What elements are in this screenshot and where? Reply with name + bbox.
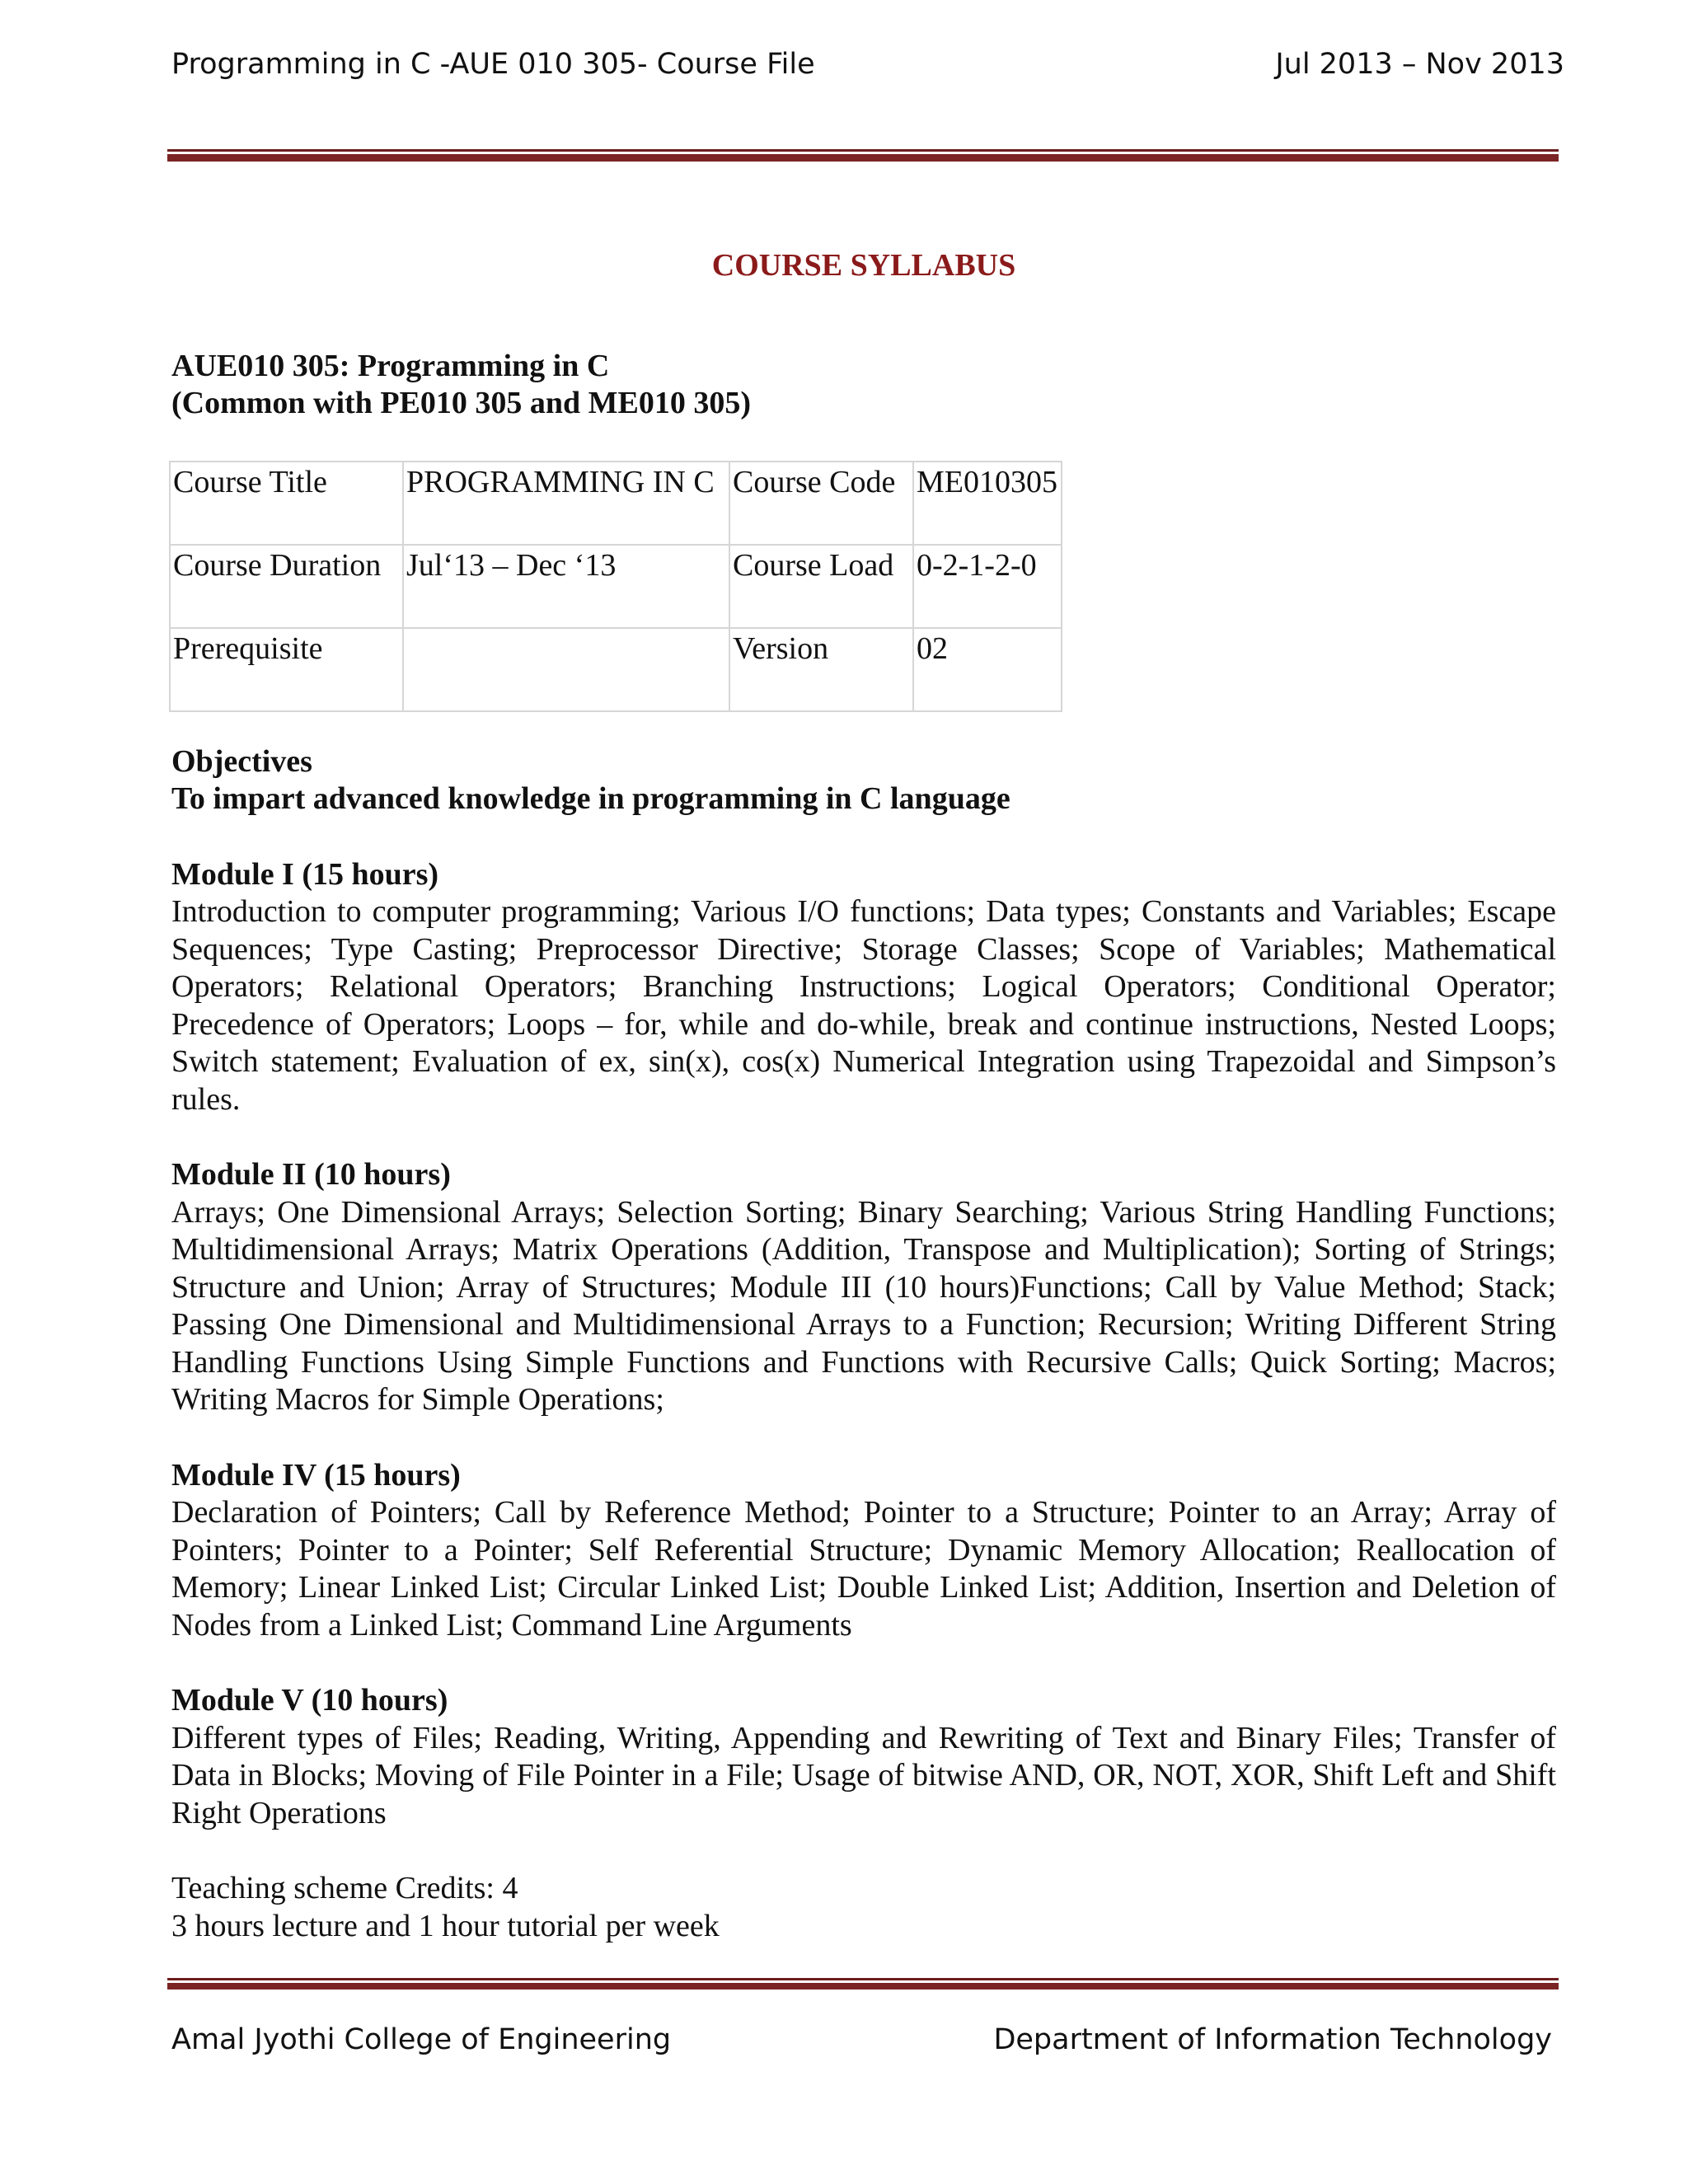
table-cell: 0-2-1-2-0 xyxy=(913,545,1062,628)
course-common-note: (Common with PE010 305 and ME010 305) xyxy=(171,386,752,420)
module-text: Introduction to computer programming; Various I/O functions; Data types; Constants and Variables; Escape Sequences; Type Casting; Preprocessor Directive; Storage Classes; Scope of Variables; Mathematical Operators; Relational Operators; Branching Instructions; Logical Operators; Conditional Operator; Precedence of Operators; Loops – for, while and do-while, break and continue instructions, Nested Loops; Switch statement; Evaluation of ex, sin(x), cos(x) Numerical Integration using Trapezoidal and Simpson’s rules. xyxy=(171,894,1556,1117)
table-cell: Version xyxy=(729,628,913,711)
table-cell: Jul‘13 – Dec ‘13 xyxy=(403,545,729,628)
objectives-heading: Objectives xyxy=(171,743,312,779)
module-heading: Module IV (15 hours) xyxy=(171,1457,461,1493)
course-code-title: AUE010 305: Programming in C xyxy=(171,348,610,383)
footer-divider xyxy=(167,1978,1559,1990)
table-cell: Course Load xyxy=(729,545,913,628)
module-text: Arrays; One Dimensional Arrays; Selection Sorting; Binary Searching; Various String Handling Functions; Multidimensional Arrays; Matrix Operations (Addition, Transpose and Multiplication); Sorting of Strings; Structure and Union; Array of Structures; Module III (10 hours)Functions; Call by Value Method; Stack; Passing One Dimensional and Multidimensional Arrays to a Function; Recursion; Writing Different String Handling Functions Using Simple Functions and Functions with Recursive Calls; Quick Sorting; Macros; Writing Macros for Simple Operations; xyxy=(171,1194,1556,1417)
teaching-scheme xyxy=(171,1870,1556,1945)
module-section xyxy=(171,1682,1556,1832)
teaching-hours: 3 hours lecture and 1 hour tutorial per week xyxy=(171,1908,720,1943)
page-title: COURSE SYLLABUS xyxy=(711,248,1016,283)
teaching-credits: Teaching scheme Credits: 4 xyxy=(171,1871,518,1905)
table-cell: Course Duration xyxy=(170,545,403,628)
module-heading: Module I (15 hours) xyxy=(171,856,439,892)
page-header xyxy=(171,48,1564,97)
module-text: Declaration of Pointers; Call by Reference Method; Pointer to a Structure; Pointer to an Array; Array of Pointers; Pointer to a Pointer; Self Referential Structure; Dynamic Memory Allocation; Reallocation of Memory; Linear Linked List; Circular Linked List; Double Linked List; Addition, Insertion and Deletion of Nodes from a Linked List; Command Line Arguments xyxy=(171,1495,1556,1643)
table-row xyxy=(170,462,1062,545)
course-info-table xyxy=(169,461,1062,712)
syllabus-content xyxy=(171,247,1556,1945)
objectives-text: To impart advanced knowledge in programming in C language xyxy=(171,781,1010,816)
objectives-section xyxy=(171,743,1556,818)
header-date-range: Jul 2013 – Nov 2013 xyxy=(1275,48,1564,81)
module-section xyxy=(171,1156,1556,1419)
table-cell: 02 xyxy=(913,628,1062,711)
table-row xyxy=(170,628,1062,711)
module-heading: Module V (10 hours) xyxy=(171,1683,448,1718)
module-section xyxy=(171,856,1556,1119)
header-course-file: Programming in C -AUE 010 305- Course File xyxy=(171,48,815,81)
table-cell: PROGRAMMING IN C xyxy=(403,462,729,545)
table-cell: Prerequisite xyxy=(170,628,403,711)
footer-department: Department of Information Technology xyxy=(993,2023,1552,2056)
table-cell: ME010305 xyxy=(913,462,1062,545)
module-text: Different types of Files; Reading, Writing, Appending and Rewriting of Text and Binary Files; Transfer of Data in Blocks; Moving of File Pointer in a File; Usage of bitwise AND, OR, NOT, XOR, Shift Left and Shift Right Operations xyxy=(171,1720,1556,1830)
table-cell xyxy=(403,628,729,711)
table-cell: Course Code xyxy=(729,462,913,545)
footer-college: Amal Jyothi College of Engineering xyxy=(171,2023,672,2056)
module-section xyxy=(171,1457,1556,1645)
header-divider xyxy=(167,149,1559,162)
module-heading: Module II (10 hours) xyxy=(171,1157,451,1192)
table-row xyxy=(170,545,1062,628)
table-cell: Course Title xyxy=(170,462,403,545)
